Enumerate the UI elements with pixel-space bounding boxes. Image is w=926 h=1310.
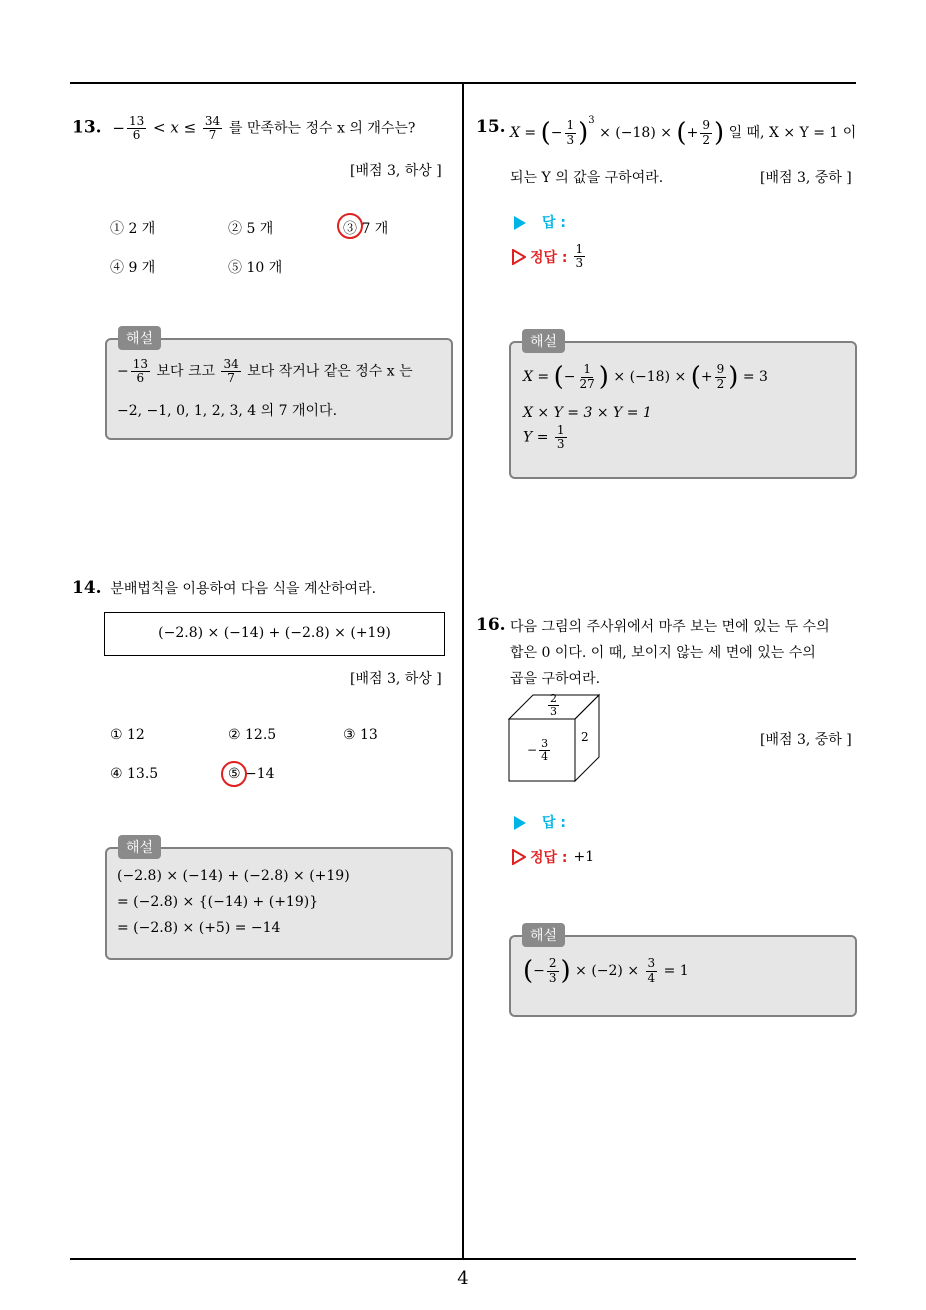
- option-1[interactable]: ① 2 개: [110, 221, 156, 237]
- cube-top-face: $\frac{2}{3}$: [550, 692, 557, 719]
- option-5[interactable]: ⑤ 10 개: [228, 260, 283, 276]
- play-icon: [514, 216, 526, 230]
- option-1[interactable]: ① 12: [110, 727, 145, 743]
- outline-play-icon: [512, 849, 526, 865]
- option-5[interactable]: ⑤ −14: [228, 766, 275, 782]
- question-number: 16.: [476, 615, 506, 635]
- question-text: X = (− $\frac{1}{3}$ )$^3$ × (−18) × (+ $\frac{9}{2}$ ) 일 때, X × Y = 1 이: [510, 115, 857, 148]
- correct-value: $\frac{1}{3}$: [575, 242, 584, 271]
- explanation-tag: 해설: [522, 329, 565, 353]
- explanation-line: −2, −1, 0, 1, 2, 3, 4 의 7 개이다.: [117, 403, 338, 419]
- correct-answer-row: 정답 : $\frac{1}{3}$: [512, 243, 587, 270]
- question-text-line: 다음 그림의 주사위에서 마주 보는 면에 있는 두 수의: [510, 619, 830, 635]
- explanation-line: Y = $\frac{1}{3}$: [523, 423, 565, 452]
- sign: −: [112, 118, 125, 137]
- cube-side-face: 2: [581, 730, 589, 744]
- question-text-line2: 되는 Y 의 값을 구하여라.: [510, 170, 664, 186]
- option-4[interactable]: ④ 13.5: [110, 766, 159, 782]
- question-text: 를 만족하는 정수 x 의 개수는?: [228, 120, 416, 137]
- explanation-line: X × Y = 3 × Y = 1: [523, 405, 652, 421]
- selected-answer-circle: [221, 761, 247, 787]
- fraction: $\frac{3}{4}$: [647, 956, 656, 985]
- explanation-tag: 해설: [118, 326, 161, 350]
- score-label: [배점 3, 중하 ]: [760, 170, 852, 186]
- correct-value: +1: [573, 849, 595, 865]
- question-text-line: 합은 0 이다. 이 때, 보이지 않는 세 면에 있는 수의: [510, 645, 816, 661]
- fraction: $\frac{2}{3}$: [548, 956, 557, 985]
- page-number: 4: [457, 1268, 469, 1289]
- question-16: [476, 615, 506, 635]
- score-label: [배점 3, 하상 ]: [350, 671, 442, 687]
- fraction: $\frac{34}{7}$: [204, 114, 221, 143]
- play-icon: [514, 816, 526, 830]
- fraction: $\frac{9}{2}$: [716, 362, 725, 391]
- cube-front-face: − $\frac{3}{4}$: [527, 737, 549, 764]
- fraction: $\frac{34}{7}$: [223, 357, 239, 386]
- correct-answer-row: 정답 : +1: [512, 847, 594, 867]
- question-13: [72, 115, 415, 142]
- bottom-rule: [70, 1258, 856, 1260]
- selected-answer-circle: [337, 213, 363, 239]
- option-3[interactable]: ③ 7 개: [343, 221, 389, 237]
- fraction: $\frac{1}{3}$: [566, 118, 575, 147]
- explanation-line: = (−2.8) × {(−14) + (+19)}: [117, 894, 319, 910]
- answer-row: 답 :: [514, 812, 566, 832]
- question-15: [476, 117, 506, 137]
- question-14: [72, 578, 376, 598]
- question-number: 14.: [72, 578, 102, 598]
- explanation-box: [105, 338, 453, 440]
- expression: (−2.8) × (−14) + (−2.8) × (+19): [158, 625, 391, 641]
- question-text-line: 곱을 구하여라.: [510, 671, 601, 687]
- column-divider: [462, 83, 464, 1258]
- fraction: $\frac{13}{6}$: [132, 357, 149, 386]
- explanation-tag: 해설: [522, 923, 565, 947]
- option-3[interactable]: ③ 13: [343, 727, 378, 743]
- score-label: [배점 3, 하상 ]: [350, 163, 442, 179]
- fraction: $\frac{1}{27}$: [579, 362, 595, 391]
- explanation-line: X = (− $\frac{1}{27}$ ) × (−18) × (+ $\frac{9}{2}$ ) = 3: [523, 362, 768, 392]
- score-label: [배점 3, 중하 ]: [760, 732, 852, 748]
- answer-row: 답 :: [514, 212, 566, 232]
- option-4[interactable]: ④ 9 개: [110, 260, 156, 276]
- explanation-line: (− $\frac{2}{3}$ ) × (−2) × $\frac{3}{4}$ = 1: [523, 956, 689, 986]
- fraction: $\frac{9}{2}$: [702, 118, 710, 147]
- option-2[interactable]: ② 5 개: [228, 221, 274, 237]
- explanation-line: = (−2.8) × (+5) = −14: [117, 920, 281, 936]
- explanation-tag: 해설: [118, 835, 161, 859]
- question-number: 15.: [476, 117, 506, 137]
- explanation-line: (−2.8) × (−14) + (−2.8) × (+19): [117, 868, 350, 884]
- explanation-line: − $\frac{13}{6}$ 보다 크고 $\frac{34}{7}$ 보다 작거나 같은 정수 x 는: [117, 357, 413, 386]
- inequality: < x ≤: [153, 118, 197, 137]
- fraction: $\frac{13}{6}$: [128, 114, 145, 143]
- option-2[interactable]: ② 12.5: [228, 727, 277, 743]
- question-text: 분배법칙을 이용하여 다음 식을 계산하여라.: [110, 581, 377, 597]
- fraction: $\frac{1}{3}$: [556, 423, 565, 452]
- outline-play-icon: [512, 249, 526, 265]
- question-number: 13.: [72, 117, 102, 138]
